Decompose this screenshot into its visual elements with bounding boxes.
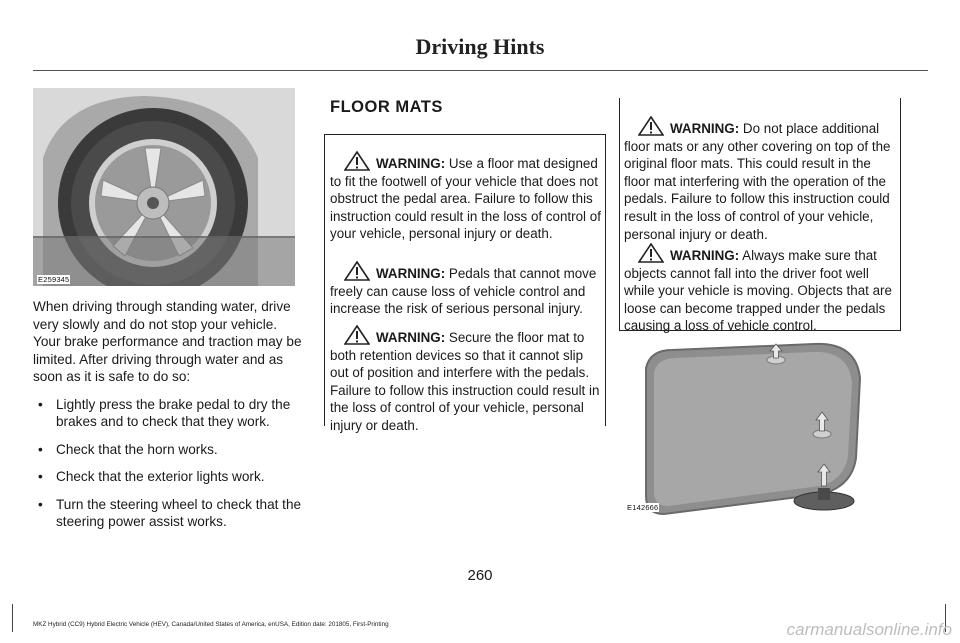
warning-triangle-icon (638, 116, 664, 136)
warning-4 (624, 116, 898, 243)
warning-2 (330, 261, 604, 318)
warning-triangle-icon (344, 325, 370, 345)
warning-text: Use a floor mat designed to fit the footwell of your vehicle that does not obstruct the pedal area. Failure to follow this instruction could result in the loss of control of your vehicle, personal injury or death. (330, 156, 601, 242)
warning-label: WARNING: (376, 330, 446, 345)
intro-paragraph: When driving through standing water, drive very slowly and do not stop your vehicle. Your brake performance and traction may be limited. After driving through water and as soon as it is safe to do so: (33, 299, 302, 384)
wheel-illustration (33, 88, 295, 286)
warning-text: Secure the floor mat to both retention devices so that it cannot slip out of position and interfere with the pedals. Failure to follow this instruction could result in the loss of control of your vehicle, personal injury or death. (330, 330, 600, 433)
warning-triangle-icon (638, 243, 664, 263)
warning-text: Pedals that cannot move freely can cause loss of vehicle control and increase the risk of serious personal injury. (330, 266, 597, 317)
list-item: • Check that the horn works. (33, 441, 305, 459)
warning-text: Do not place additional floor mats or any other covering on top of the original floor mats. This could result in the floor mat interfering with the operation of the pedals. Failure to follow this instruction could result in the loss of control of your vehicle, personal injury or death. (624, 121, 891, 242)
watermark: carmanualsonline.info (786, 620, 952, 639)
warning-1 (330, 151, 604, 243)
floor-mat-illustration (624, 338, 891, 516)
warning-label: WARNING: (376, 156, 446, 171)
list-item: • Check that the exterior lights work. (33, 468, 305, 486)
header-rule (33, 70, 928, 71)
page-header-title: Driving Hints (415, 34, 545, 59)
warning-label: WARNING: (376, 266, 446, 281)
bullet-list (33, 396, 305, 531)
warning-label: WARNING: (670, 248, 740, 263)
warning-label: WARNING: (670, 121, 740, 136)
wheel-water-figure (33, 88, 295, 286)
list-item: • Turn the steering wheel to check that the steering power assist works. (33, 496, 305, 531)
footer-text: MKZ Hybrid (CC9) Hybrid Electric Vehicle (HEV), Canada/United States of America, enUSA, Edition date: 201805, First-Printing (33, 621, 389, 628)
floor-mat-figure (624, 338, 891, 516)
list-item: • Lightly press the brake pedal to dry the brakes and to check that they work. (33, 396, 305, 431)
page-number: 260 (467, 567, 493, 584)
crop-mark (12, 604, 13, 632)
warning-text: Always make sure that objects cannot fall into the driver foot well while your vehicle is moving. Objects that are loose can become trapped under the pedals causing a loss of vehicle control. (624, 248, 892, 334)
warning-triangle-icon (344, 261, 370, 281)
left-column-text (33, 298, 305, 531)
figure-label: E142666 (627, 503, 659, 512)
figure-label: E259345 (38, 275, 70, 284)
warning-triangle-icon (344, 151, 370, 171)
warning-5 (624, 243, 898, 335)
warning-3 (330, 325, 604, 435)
section-title: FLOOR MATS (330, 98, 443, 116)
